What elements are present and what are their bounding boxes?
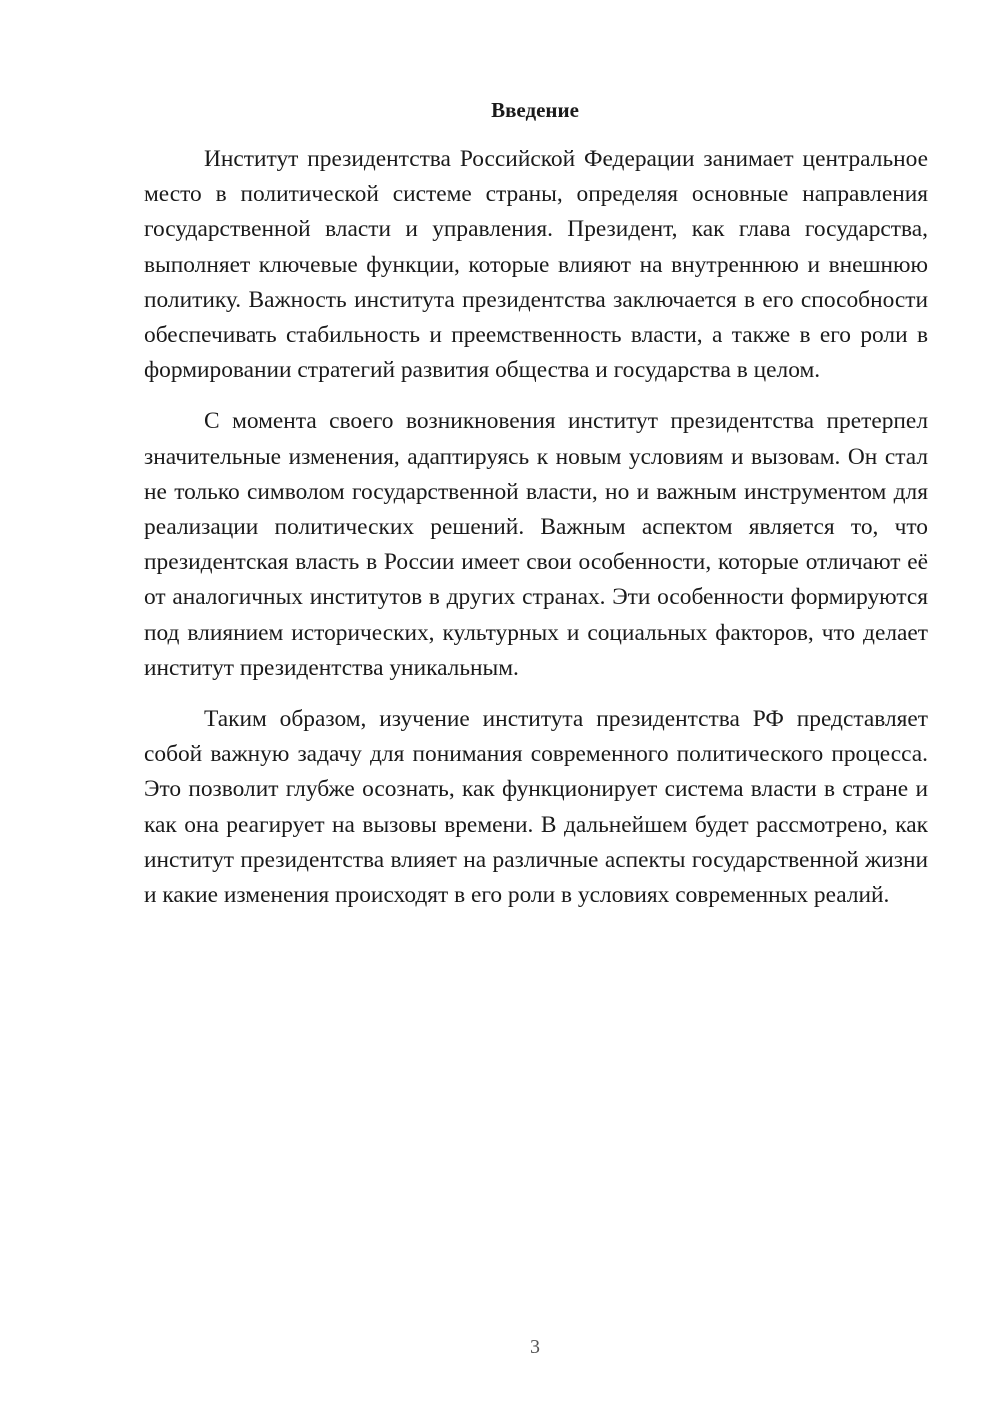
paragraph-1: Институт президентства Российской Федерации занимает центральное место в политической системе страны, определяя основные направления государственной власти и управления. Президент, как глава государства, выполняет ключевые функции, которые влияют на внутреннюю и внешнюю политику. Важность института президентства заключается в его способности обеспечивать стабильность и преемственность власти, а также в его роли в формировании стратегий развития общества и государства в целом. [144, 146, 928, 384]
section-heading: Введение [491, 98, 579, 122]
page-number: 3 [530, 1336, 540, 1358]
paragraph-2: С момента своего возникновения институт президентства претерпел значительные изменения, адаптируясь к новым условиям и вызовам. Он стал не только символом государственной власти, но и важным инструментом для реализации политических решений. Важным аспектом является то, что президентская власть в России имеет свои особенности, которые отличают её от аналогичных институтов в других странах. Эти особенности формируются под влиянием исторических, культурных и социальных факторов, что делает институт президентства уникальным. [144, 408, 928, 681]
paragraph-3: Таким образом, изучение института президентства РФ представляет собой важную задачу для понимания современного политического процесса. Это позволит глубже осознать, как функционирует система власти в стране и как она реагирует на вызовы времени. В дальнейшем будет рассмотрено, как институт президентства влияет на различные аспекты государственной жизни и какие изменения происходят в его роли в условиях современных реалий. [144, 706, 928, 909]
body-text [144, 142, 928, 929]
